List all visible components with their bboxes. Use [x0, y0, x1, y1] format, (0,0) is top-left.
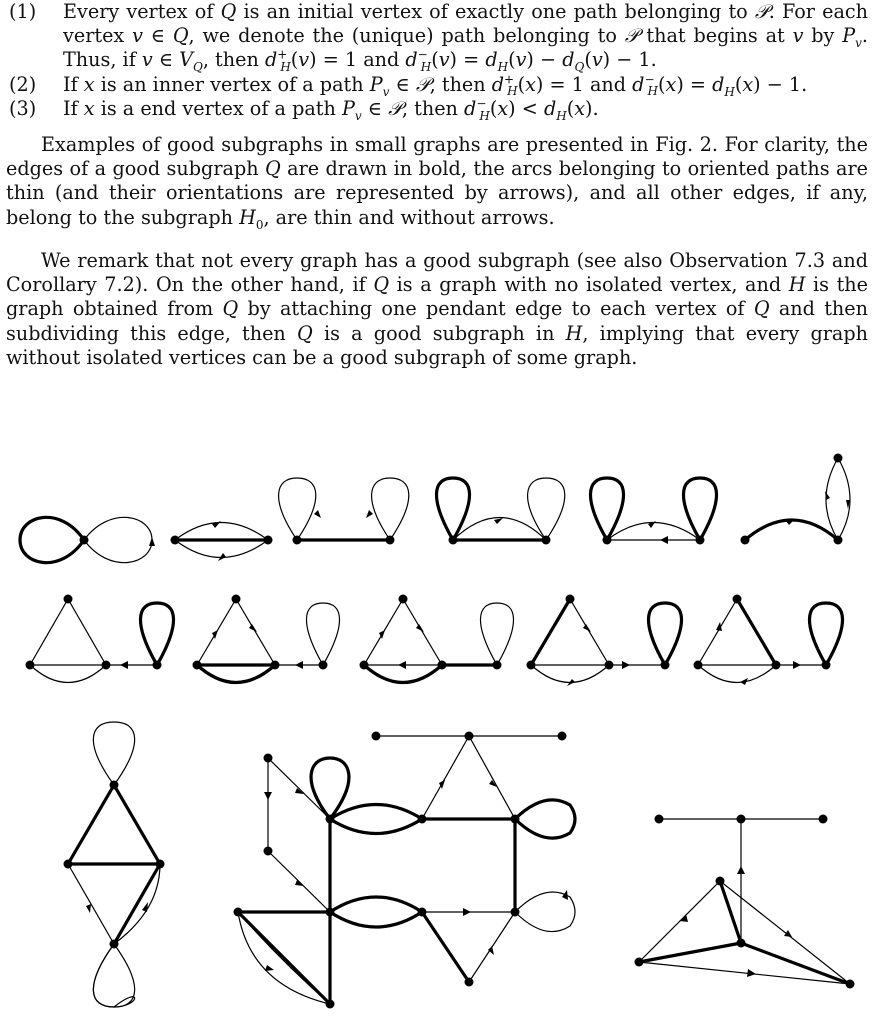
graph-6	[741, 454, 851, 545]
graph-13	[234, 732, 576, 1009]
graph-10	[527, 595, 682, 687]
paragraph: Examples of good subgraphs in small graphs are presented in Fig. 2. For clarity, the edges of a good subgraph Q are drawn in bold, the arcs belonging to oriented paths are thin (and their orientations are represented by arrows), and all other edges, if any, belong to the subgraph $H_0$, are thin and without arrows.	[6, 133, 868, 232]
graph-8	[193, 595, 340, 683]
graph-1	[20, 517, 155, 562]
graph-11	[694, 595, 843, 686]
list-item-1	[6, 0, 868, 73]
graph-4	[436, 478, 564, 545]
graph-7	[26, 595, 174, 683]
graph-9	[360, 595, 514, 683]
figure-graphs	[0, 440, 876, 1016]
list-number: (2)	[9, 72, 37, 96]
list-text: If x is a end vertex of a path $P_v$ ∈ 𝒫, then $d^-_H(x) < d_H(x)$.	[63, 96, 599, 123]
graph-3	[279, 478, 409, 545]
list-item-2	[6, 73, 868, 97]
graph-14	[635, 815, 855, 989]
list-text: Every vertex of Q is an initial vertex of exactly one path belonging to 𝒫. For each vertex v ∈ Q, we denote the (unique) path belonging to 𝒫 that begins at v by $P_v$. Thus, if v ∈ $V_Q$, then $d^+_H(v) = 1$ and $d^-_H(v) = d_H(v) - d_Q(v) - 1$.	[63, 0, 869, 75]
list-item-3	[6, 97, 868, 121]
list-text: If x is an inner vertex of a path $P_v$ ∈ 𝒫, then $d^+_H(x) = 1$ and $d^-_H(x) = d_H(x) - 1$.	[63, 72, 808, 99]
list-number: (3)	[9, 96, 37, 120]
graph-12	[64, 722, 165, 1007]
paragraph: We remark that not every graph has a good subgraph (see also Observation 7.3 and Corollary 7.2). On the other hand, if Q is a graph with no isolated vertex, and H is the graph obtained from Q by attaching one pendant edge to each vertex of Q and then subdividing this edge, then Q is a good subgraph in H, implying that every graph without isolated vertices can be a good subgraph of some graph.	[6, 249, 869, 369]
graph-5	[590, 478, 716, 545]
graph-2	[171, 521, 273, 561]
list-number: (1)	[9, 0, 37, 23]
text-block	[6, 0, 868, 389]
